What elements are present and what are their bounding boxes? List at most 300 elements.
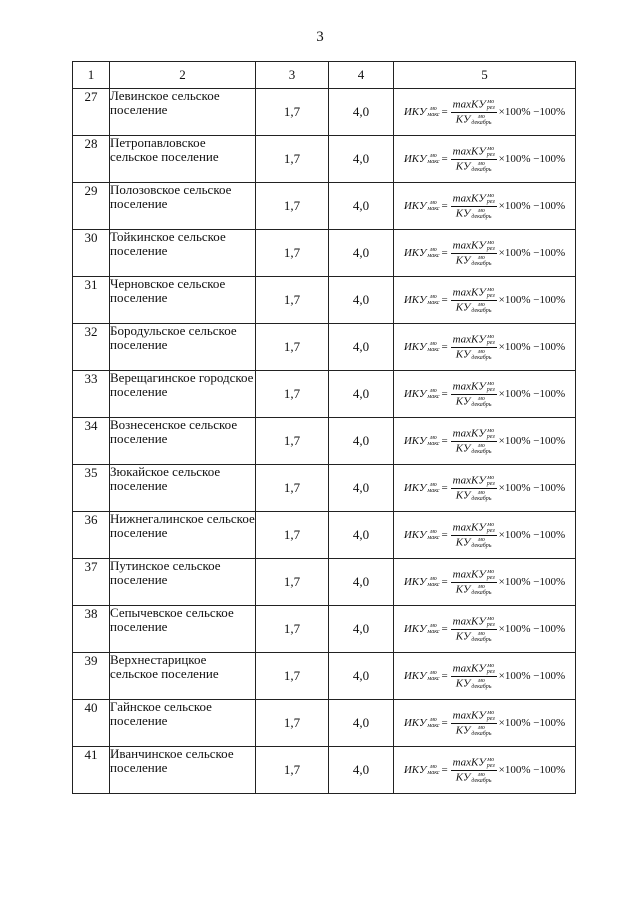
- formula-num-text: maxKУ: [452, 427, 486, 440]
- formula-num-sup: мо: [487, 286, 495, 293]
- value-col-4: 4,0: [329, 136, 394, 183]
- formula-lhs: ИКУ: [403, 200, 427, 212]
- formula-num-sub: рез: [486, 104, 495, 111]
- header-col-5: 5: [394, 62, 576, 89]
- formula-numerator: [451, 475, 497, 489]
- formula-num-sub: рез: [486, 480, 495, 487]
- table-row: [73, 512, 576, 559]
- header-row: [73, 62, 576, 89]
- formula-num-text: maxKУ: [452, 239, 486, 252]
- formula-equals: =: [441, 576, 448, 588]
- row-number: 38: [73, 606, 110, 653]
- formula-lhs-sup: мо: [429, 294, 437, 300]
- formula-fraction: [451, 428, 497, 455]
- value-col-3: 1,7: [256, 277, 329, 324]
- value-col-4: 4,0: [329, 183, 394, 230]
- formula-num-indices: [487, 99, 495, 111]
- formula-lhs-indices: [427, 764, 439, 776]
- formula: [404, 616, 565, 643]
- formula-den-sup: мо: [478, 207, 485, 214]
- formula-lhs-sub: макс: [427, 253, 440, 259]
- formula-lhs-sub: макс: [427, 582, 440, 588]
- formula-tail: ×100% −100%: [498, 341, 566, 353]
- formula-lhs-sub: макс: [427, 300, 440, 306]
- formula-den-sup: мо: [478, 489, 485, 496]
- formula-num-sup: мо: [487, 521, 495, 528]
- formula-num-sup: мо: [487, 427, 495, 434]
- formula-den-sub: декабрь: [471, 777, 492, 784]
- formula-lhs: ИКУ: [403, 106, 427, 118]
- formula-num-text: maxKУ: [452, 380, 486, 393]
- formula-num-text: maxKУ: [452, 568, 486, 581]
- formula-num-indices: [487, 569, 495, 581]
- formula-lhs-sub: макс: [427, 394, 440, 400]
- formula-equals: =: [441, 247, 448, 259]
- formula-cell: [394, 136, 576, 183]
- formula-num-indices: [487, 757, 495, 769]
- formula-fraction: [451, 522, 497, 549]
- table-row: [73, 324, 576, 371]
- formula-num-sup: мо: [487, 568, 495, 575]
- formula-den-indices: [471, 678, 491, 690]
- formula-lhs-sub: макс: [427, 770, 440, 776]
- formula-denominator: [456, 536, 492, 549]
- formula-den-sub: декабрь: [471, 683, 492, 690]
- formula-lhs-sub: макс: [427, 159, 440, 165]
- formula-tail: ×100% −100%: [498, 529, 566, 541]
- value-col-4: 4,0: [329, 747, 394, 794]
- row-number: 40: [73, 700, 110, 747]
- formula-den-sup: мо: [478, 583, 485, 590]
- formula-tail: ×100% −100%: [498, 623, 566, 635]
- formula: [404, 334, 565, 361]
- settlement-name: Гайнское сельское поселение: [110, 700, 256, 747]
- formula-numerator: [451, 569, 497, 583]
- value-col-3: 1,7: [256, 136, 329, 183]
- formula-fraction: [451, 569, 497, 596]
- table-row: [73, 700, 576, 747]
- formula-den-sup: мо: [478, 442, 485, 449]
- formula-den-text: КУ: [455, 442, 471, 455]
- formula: [404, 381, 565, 408]
- value-col-4: 4,0: [329, 512, 394, 559]
- formula-lhs-sub: макс: [427, 441, 440, 447]
- formula-lhs-indices: [427, 529, 439, 541]
- formula-equals: =: [441, 341, 448, 353]
- row-number: 27: [73, 89, 110, 136]
- formula: [404, 522, 565, 549]
- formula-lhs-indices: [427, 200, 439, 212]
- formula-den-sub: декабрь: [471, 213, 492, 220]
- formula-num-sup: мо: [487, 333, 495, 340]
- formula: [404, 287, 565, 314]
- formula-den-sub: декабрь: [471, 730, 492, 737]
- formula-lhs-sup: мо: [429, 106, 437, 112]
- value-col-4: 4,0: [329, 653, 394, 700]
- formula-den-sup: мо: [478, 348, 485, 355]
- formula-num-indices: [487, 193, 495, 205]
- formula-fraction: [451, 287, 497, 314]
- value-col-4: 4,0: [329, 465, 394, 512]
- formula-den-text: КУ: [455, 724, 471, 737]
- table-row: [73, 465, 576, 512]
- formula-tail: ×100% −100%: [498, 106, 566, 118]
- settlement-name: Верхнестарицкое сельское поселение: [110, 653, 256, 700]
- formula-den-indices: [471, 490, 491, 502]
- formula-numerator: [451, 240, 497, 254]
- formula-num-sub: рез: [486, 245, 495, 252]
- formula-lhs: ИКУ: [403, 153, 427, 165]
- header-col-4: 4: [329, 62, 394, 89]
- formula-den-sup: мо: [478, 301, 485, 308]
- formula-denominator: [456, 442, 492, 455]
- formula-tail: ×100% −100%: [498, 764, 566, 776]
- table-row: [73, 89, 576, 136]
- formula-den-sub: декабрь: [471, 166, 492, 173]
- formula-num-text: maxKУ: [452, 286, 486, 299]
- formula-equals: =: [441, 153, 448, 165]
- settlement-name: Вознесенское сельское поселение: [110, 418, 256, 465]
- formula-cell: [394, 89, 576, 136]
- formula-cell: [394, 465, 576, 512]
- formula-lhs-indices: [427, 388, 439, 400]
- value-col-3: 1,7: [256, 418, 329, 465]
- formula-lhs-sup: мо: [429, 200, 437, 206]
- formula-den-text: КУ: [455, 630, 471, 643]
- formula-num-sub: рез: [486, 151, 495, 158]
- row-number: 29: [73, 183, 110, 230]
- formula-lhs: ИКУ: [403, 247, 427, 259]
- formula-lhs-sup: мо: [429, 764, 437, 770]
- formula-num-indices: [487, 287, 495, 299]
- formula-num-sub: рез: [486, 386, 495, 393]
- formula-den-indices: [471, 631, 491, 643]
- formula-num-sub: рез: [486, 668, 495, 675]
- row-number: 33: [73, 371, 110, 418]
- formula-numerator: [451, 710, 497, 724]
- header-col-2: 2: [110, 62, 256, 89]
- formula: [404, 428, 565, 455]
- formula-lhs-sub: макс: [427, 535, 440, 541]
- formula-fraction: [451, 334, 497, 361]
- formula-denominator: [456, 630, 492, 643]
- formula-cell: [394, 277, 576, 324]
- formula-lhs-indices: [427, 294, 439, 306]
- formula-num-indices: [487, 663, 495, 675]
- formula-num-sub: рез: [486, 574, 495, 581]
- value-col-3: 1,7: [256, 89, 329, 136]
- formula-num-sup: мо: [487, 756, 495, 763]
- formula-lhs-sup: мо: [429, 529, 437, 535]
- formula-lhs-sup: мо: [429, 623, 437, 629]
- header-col-1: 1: [73, 62, 110, 89]
- formula-num-indices: [487, 381, 495, 393]
- formula-tail: ×100% −100%: [498, 717, 566, 729]
- formula-cell: [394, 653, 576, 700]
- formula-numerator: [451, 287, 497, 301]
- formula-denominator: [456, 395, 492, 408]
- formula: [404, 99, 565, 126]
- table-row: [73, 230, 576, 277]
- settlement-name: Путинское сельское поселение: [110, 559, 256, 606]
- settlement-name: Левинское сельское поселение: [110, 89, 256, 136]
- formula-fraction: [451, 475, 497, 502]
- formula-tail: ×100% −100%: [498, 153, 566, 165]
- row-number: 39: [73, 653, 110, 700]
- formula-num-text: maxKУ: [452, 333, 486, 346]
- formula-numerator: [451, 381, 497, 395]
- formula-den-sup: мо: [478, 395, 485, 402]
- formula-numerator: [451, 522, 497, 536]
- formula-cell: [394, 606, 576, 653]
- formula-lhs-sup: мо: [429, 341, 437, 347]
- formula-num-indices: [487, 334, 495, 346]
- row-number: 30: [73, 230, 110, 277]
- formula-lhs: ИКУ: [403, 764, 427, 776]
- formula-equals: =: [441, 106, 448, 118]
- formula-lhs-sub: макс: [427, 206, 440, 212]
- formula-denominator: [456, 677, 492, 690]
- value-col-4: 4,0: [329, 89, 394, 136]
- value-col-3: 1,7: [256, 559, 329, 606]
- formula-den-indices: [471, 349, 491, 361]
- formula-num-sup: мо: [487, 239, 495, 246]
- formula-lhs-indices: [427, 623, 439, 635]
- formula-lhs: ИКУ: [403, 341, 427, 353]
- table-row: [73, 653, 576, 700]
- formula-lhs-sup: мо: [429, 670, 437, 676]
- formula-den-indices: [471, 537, 491, 549]
- value-col-4: 4,0: [329, 418, 394, 465]
- row-number: 34: [73, 418, 110, 465]
- formula-lhs-indices: [427, 341, 439, 353]
- formula-den-text: КУ: [455, 489, 471, 502]
- formula-denominator: [456, 489, 492, 502]
- formula-cell: [394, 324, 576, 371]
- formula-num-sub: рез: [486, 292, 495, 299]
- header-col-3: 3: [256, 62, 329, 89]
- formula-lhs-indices: [427, 153, 439, 165]
- formula-equals: =: [441, 529, 448, 541]
- formula-den-sub: декабрь: [471, 354, 492, 361]
- formula-lhs: ИКУ: [403, 482, 427, 494]
- formula-denominator: [456, 207, 492, 220]
- formula-num-text: maxKУ: [452, 709, 486, 722]
- formula-cell: [394, 371, 576, 418]
- formula-fraction: [451, 99, 497, 126]
- settlement-name: Сепычевское сельское поселение: [110, 606, 256, 653]
- row-number: 31: [73, 277, 110, 324]
- settlement-name: Петропавловское сельское поселение: [110, 136, 256, 183]
- value-col-4: 4,0: [329, 606, 394, 653]
- formula-den-sup: мо: [478, 160, 485, 167]
- formula-fraction: [451, 193, 497, 220]
- formula-den-sub: декабрь: [471, 636, 492, 643]
- formula-denominator: [456, 113, 492, 126]
- row-number: 37: [73, 559, 110, 606]
- formula-lhs-sup: мо: [429, 388, 437, 394]
- formula-den-indices: [471, 161, 491, 173]
- formula-lhs-indices: [427, 576, 439, 588]
- formula-cell: [394, 183, 576, 230]
- formula-lhs-indices: [427, 435, 439, 447]
- formula: [404, 475, 565, 502]
- formula-num-text: maxKУ: [452, 145, 486, 158]
- formula-den-sub: декабрь: [471, 401, 492, 408]
- formula-den-sup: мо: [478, 630, 485, 637]
- formula-num-sup: мо: [487, 145, 495, 152]
- formula-lhs-indices: [427, 717, 439, 729]
- table-row: [73, 747, 576, 794]
- formula-cell: [394, 512, 576, 559]
- formula-num-sup: мо: [487, 474, 495, 481]
- formula-num-sup: мо: [487, 192, 495, 199]
- formula-num-indices: [487, 428, 495, 440]
- table-row: [73, 136, 576, 183]
- formula-num-text: maxKУ: [452, 615, 486, 628]
- formula-fraction: [451, 663, 497, 690]
- value-col-3: 1,7: [256, 465, 329, 512]
- formula-equals: =: [441, 294, 448, 306]
- formula-fraction: [451, 146, 497, 173]
- formula-numerator: [451, 616, 497, 630]
- formula-numerator: [451, 663, 497, 677]
- formula-lhs: ИКУ: [403, 388, 427, 400]
- formula-den-text: КУ: [455, 771, 471, 784]
- value-col-3: 1,7: [256, 183, 329, 230]
- formula-den-text: КУ: [455, 583, 471, 596]
- formula-lhs-sup: мо: [429, 435, 437, 441]
- row-number: 32: [73, 324, 110, 371]
- table-row: [73, 277, 576, 324]
- formula-tail: ×100% −100%: [498, 576, 566, 588]
- formula-lhs: ИКУ: [403, 294, 427, 306]
- formula-den-sub: декабрь: [471, 260, 492, 267]
- formula-num-text: maxKУ: [452, 192, 486, 205]
- formula-den-sup: мо: [478, 113, 485, 120]
- formula-den-sub: декабрь: [471, 495, 492, 502]
- formula-den-sub: декабрь: [471, 589, 492, 596]
- formula-num-sup: мо: [487, 615, 495, 622]
- formula-denominator: [456, 771, 492, 784]
- formula-lhs-indices: [427, 247, 439, 259]
- formula-equals: =: [441, 200, 448, 212]
- formula-num-indices: [487, 475, 495, 487]
- formula-den-text: КУ: [455, 301, 471, 314]
- formula-denominator: [456, 160, 492, 173]
- row-number: 41: [73, 747, 110, 794]
- formula-denominator: [456, 301, 492, 314]
- formula-equals: =: [441, 623, 448, 635]
- formula-fraction: [451, 381, 497, 408]
- formula-den-text: КУ: [455, 536, 471, 549]
- formula-den-indices: [471, 772, 491, 784]
- formula-lhs: ИКУ: [403, 576, 427, 588]
- formula-lhs-sup: мо: [429, 482, 437, 488]
- formula-den-indices: [471, 302, 491, 314]
- formula-lhs: ИКУ: [403, 435, 427, 447]
- formula-num-sub: рез: [486, 527, 495, 534]
- formula-den-indices: [471, 725, 491, 737]
- formula-equals: =: [441, 764, 448, 776]
- formula: [404, 240, 565, 267]
- settlement-name: Полозовское сельское поселение: [110, 183, 256, 230]
- value-col-4: 4,0: [329, 277, 394, 324]
- formula-den-text: КУ: [455, 395, 471, 408]
- settlement-name: Нижнегалинское сельское поселение: [110, 512, 256, 559]
- table-row: [73, 559, 576, 606]
- formula-den-sub: декабрь: [471, 448, 492, 455]
- formula-num-sub: рез: [486, 621, 495, 628]
- formula-cell: [394, 559, 576, 606]
- formula-lhs-indices: [427, 482, 439, 494]
- formula: [404, 757, 565, 784]
- formula-num-indices: [487, 522, 495, 534]
- indicator-table: [72, 61, 576, 794]
- formula-den-text: КУ: [455, 113, 471, 126]
- row-number: 28: [73, 136, 110, 183]
- formula-fraction: [451, 616, 497, 643]
- formula-equals: =: [441, 388, 448, 400]
- formula-num-sup: мо: [487, 380, 495, 387]
- formula-denominator: [456, 254, 492, 267]
- value-col-3: 1,7: [256, 230, 329, 277]
- formula: [404, 710, 565, 737]
- formula-lhs-indices: [427, 670, 439, 682]
- value-col-3: 1,7: [256, 653, 329, 700]
- formula-num-text: maxKУ: [452, 521, 486, 534]
- formula-den-sub: декабрь: [471, 542, 492, 549]
- formula-fraction: [451, 240, 497, 267]
- formula-lhs-sup: мо: [429, 717, 437, 723]
- formula-cell: [394, 747, 576, 794]
- formula-den-indices: [471, 584, 491, 596]
- formula-num-sup: мо: [487, 662, 495, 669]
- formula-denominator: [456, 724, 492, 737]
- formula-tail: ×100% −100%: [498, 247, 566, 259]
- formula-lhs-sub: макс: [427, 488, 440, 494]
- formula-numerator: [451, 146, 497, 160]
- formula-equals: =: [441, 482, 448, 494]
- settlement-name: Бородульское сельское поселение: [110, 324, 256, 371]
- formula-equals: =: [441, 717, 448, 729]
- value-col-3: 1,7: [256, 747, 329, 794]
- formula-den-indices: [471, 255, 491, 267]
- formula-den-sup: мо: [478, 677, 485, 684]
- formula-lhs-sub: макс: [427, 112, 440, 118]
- formula-numerator: [451, 334, 497, 348]
- formula-tail: ×100% −100%: [498, 200, 566, 212]
- formula-tail: ×100% −100%: [498, 388, 566, 400]
- formula-den-indices: [471, 208, 491, 220]
- settlement-name: Верещагинское городское поселение: [110, 371, 256, 418]
- formula-lhs-sub: макс: [427, 629, 440, 635]
- formula-num-sub: рез: [486, 198, 495, 205]
- formula-num-indices: [487, 240, 495, 252]
- formula-lhs-sup: мо: [429, 153, 437, 159]
- formula-cell: [394, 230, 576, 277]
- formula-numerator: [451, 99, 497, 113]
- value-col-3: 1,7: [256, 606, 329, 653]
- formula-num-sub: рез: [486, 762, 495, 769]
- formula-num-sup: мо: [487, 709, 495, 716]
- formula-lhs-sub: макс: [427, 347, 440, 353]
- formula-den-text: КУ: [455, 160, 471, 173]
- formula-lhs-sup: мо: [429, 247, 437, 253]
- formula-num-sub: рез: [486, 339, 495, 346]
- formula-num-sup: мо: [487, 98, 495, 105]
- formula-lhs-sub: макс: [427, 676, 440, 682]
